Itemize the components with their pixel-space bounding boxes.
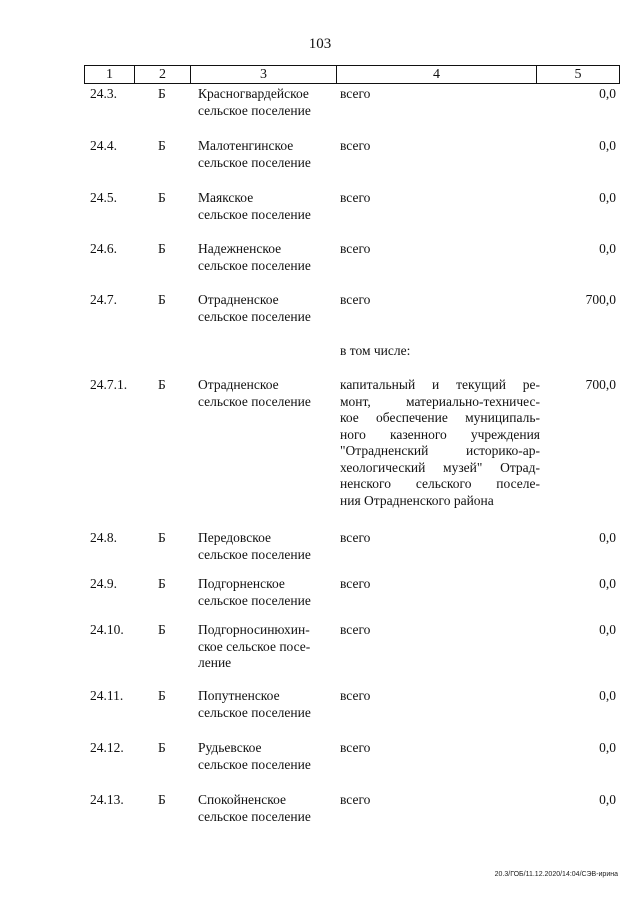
row-description-line: всего [340,622,371,637]
row-value: 0,0 [599,622,616,637]
row-description [340,190,540,207]
row-description-line: капитальный и текущий ре- [340,377,540,392]
row-description-line: хеологический музей" Отрад- [340,459,540,475]
row-number: 24.9. [90,576,117,591]
row-number: 24.4. [90,138,117,153]
row-name-line: Попутненское [198,688,280,703]
row-description-line: "Отрадненский историко-ар- [340,443,540,458]
row-name [198,86,338,119]
row-name-line: сельское поселение [198,756,311,772]
row-description [340,622,540,639]
row-name [198,688,338,721]
row-name-line: сельское поселение [198,393,311,409]
row-name [198,576,338,609]
row-description [340,292,540,309]
row-name-line: сельское поселение [198,308,311,324]
row-name-line: сельское поселение [198,546,311,562]
row-name-line: сельское поселение [198,206,311,222]
row-category: Б [158,530,166,545]
row-value: 0,0 [599,740,616,755]
row-description-line: ненского сельского поселе- [340,476,540,491]
row-number: 24.3. [90,86,117,101]
footer-code: 20.3/ГОБ/11.12.2020/14:04/СЭВ-ирина [494,871,618,878]
row-name-line: Спокойненское [198,792,287,807]
row-description-line: всего [340,530,371,545]
row-description-line: всего [340,190,371,205]
row-name-line: Передовское [198,530,271,545]
row-name-line: Маякское [198,190,254,205]
row-category: Б [158,576,166,591]
header-col-4: 4 [337,66,537,83]
row-name [198,292,338,325]
row-description-line: всего [340,576,371,591]
row-name-line: Подгорносинюхин- [198,622,310,637]
row-description-line: ного казенного учреждения [340,426,540,442]
row-name-line: Малотенгинское [198,138,294,153]
row-number: 24.13. [90,792,124,807]
row-description [340,530,540,547]
row-description [340,688,540,705]
row-value: 700,0 [585,377,616,392]
header-col-5: 5 [574,67,582,82]
row-number: 24.7.1. [90,377,128,392]
row-description [340,377,540,509]
row-category: Б [158,190,166,205]
row-name-line: сельское поселение [198,808,311,824]
row-description-line: всего [340,292,371,307]
row-description [340,343,540,360]
row-number: 24.7. [90,292,117,307]
row-category: Б [158,622,166,637]
row-name [198,622,338,672]
row-name-line: Отрадненское [198,377,279,392]
row-value: 700,0 [585,292,616,307]
row-value: 0,0 [599,138,616,153]
row-category: Б [158,688,166,703]
row-value: 0,0 [599,530,616,545]
row-number: 24.10. [90,622,124,637]
row-name-line: сельское поселение [198,257,311,273]
row-description [340,86,540,103]
row-name-line: Надежненское [198,241,282,256]
row-name [198,190,338,223]
row-description [340,576,540,593]
row-value: 0,0 [599,576,616,591]
row-description-line: кое обеспечение муниципаль- [340,410,540,425]
row-name-line: Рудьевское [198,740,262,755]
row-category: Б [158,377,166,392]
row-description [340,241,540,258]
row-name [198,377,338,410]
row-name-line: сельское поселение [198,704,311,720]
row-name [198,241,338,274]
row-name [198,138,338,171]
row-description [340,138,540,155]
row-description-line: монт, материально-техничес- [340,393,540,409]
row-value: 0,0 [599,792,616,807]
page-number: 103 [308,36,332,52]
row-value: 0,0 [599,86,616,101]
row-description [340,740,540,757]
row-name-line: сельское поселение [198,592,311,608]
table-header [84,65,620,84]
row-category: Б [158,241,166,256]
row-number: 24.8. [90,530,117,545]
row-category: Б [158,138,166,153]
row-description-line: всего [340,241,371,256]
row-description-line: всего [340,688,371,703]
row-category: Б [158,86,166,101]
row-name-line: сельское поселение [198,154,311,170]
row-value: 0,0 [599,241,616,256]
row-name-line: ление [198,655,232,670]
row-description-line: ния Отрадненского района [340,492,494,508]
row-name-line: ское сельское посе- [198,638,311,654]
row-name-line: сельское поселение [198,102,311,118]
row-value: 0,0 [599,688,616,703]
row-name-line: Красногвардейское [198,86,309,101]
row-name [198,530,338,563]
row-description-line: всего [340,792,371,807]
row-description-line: всего [340,138,371,153]
row-name [198,792,338,825]
row-description-line: всего [340,86,371,101]
row-number: 24.11. [90,688,124,703]
row-name-line: Отрадненское [198,292,279,307]
row-name-line: Подгорненское [198,576,285,591]
row-number: 24.6. [90,241,117,256]
row-value: 0,0 [599,190,616,205]
row-description-line: всего [340,740,371,755]
row-number: 24.5. [90,190,117,205]
row-number: 24.12. [90,740,124,755]
row-category: Б [158,792,166,807]
header-col-3: 3 [191,66,337,83]
row-category: Б [158,292,166,307]
header-col-2: 2 [135,66,191,83]
header-col-1: 1 [85,66,135,83]
row-description [340,792,540,809]
row-description-line: в том числе: [340,343,411,358]
row-category: Б [158,740,166,755]
row-name [198,740,338,773]
